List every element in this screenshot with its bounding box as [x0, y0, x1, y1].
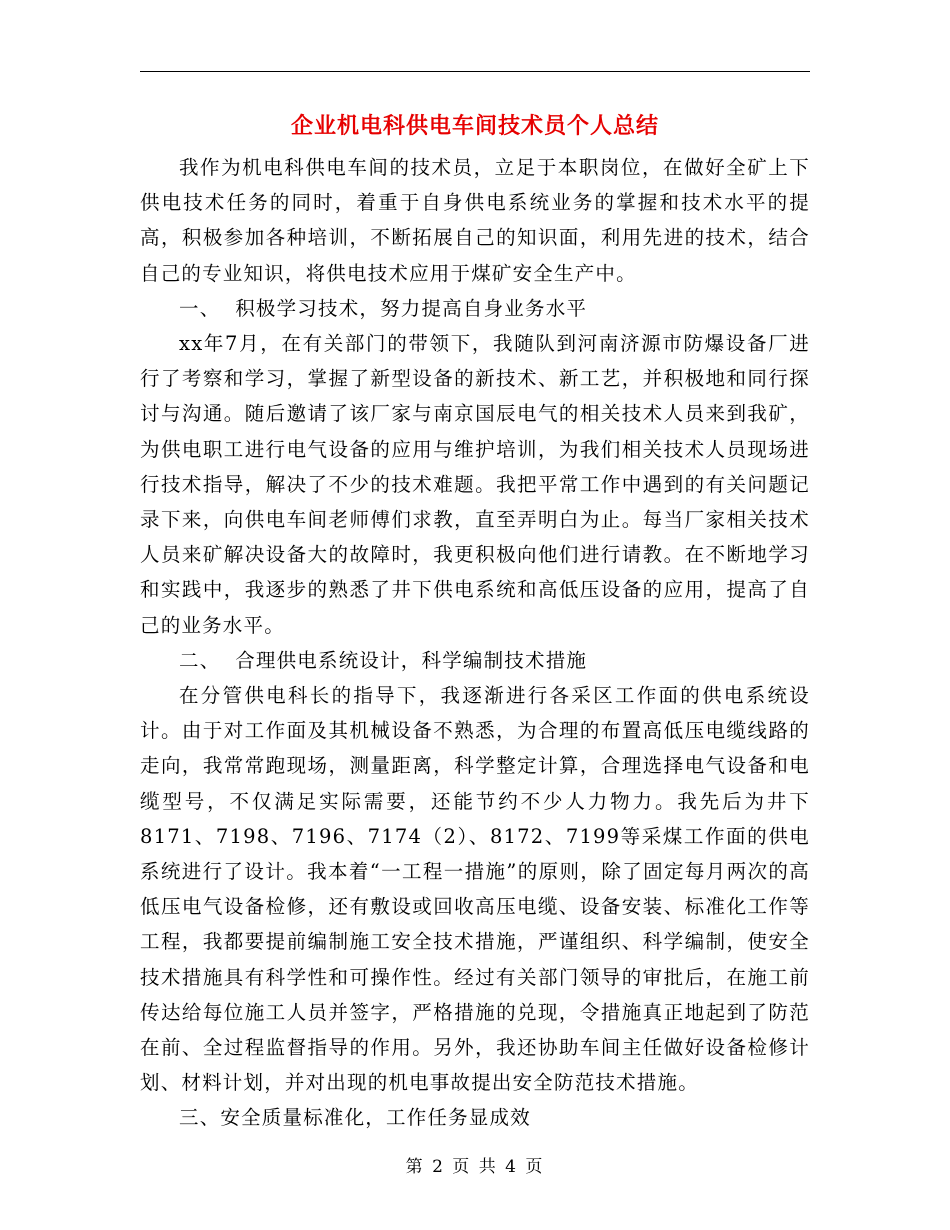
body-paragraph: xx年7月，在有关部门的带领下，我随队到河南济源市防爆设备厂进行了考察和学习，掌握了新型设备的新技术、新工艺，并积极地和同行探讨与沟通。随后邀请了该厂家与南京国辰电气的相关技术人员来到我矿，为供电职工进行电气设备的应用与维护培训，为我们相关技术人员现场进行技术指导，解决了不少的技术难题。我把平常工作中遇到的有关问题记录下来，向供电车间老师傅们求教，直至弄明白为止。每当厂家相关技术人员来矿解决设备大的故障时，我更积极向他们进行请教。在不断地学习和实践中，我逐步的熟悉了井下供电系统和高低压设备的应用，提高了自己的业务水平。	[140, 332, 810, 637]
document-body	[140, 150, 810, 1136]
section-heading: 三、安全质量标准化，工作任务显成效	[179, 1106, 531, 1130]
section-heading: 一、 积极学习技术，努力提高自身业务水平	[179, 296, 588, 320]
document-title: 企业机电科供电车间技术员个人总结	[290, 114, 659, 139]
section-heading: 二、 合理供电系统设计，科学编制技术措施	[179, 648, 588, 672]
body-paragraph: 在分管供电科长的指导下，我逐渐进行各采区工作面的供电系统设计。由于对工作面及其机械设备不熟悉，为合理的布置高低压电缆线路的走向，我常常跑现场，测量距离，科学整定计算，合理选择电气设备和电缆型号，不仅满足实际需要，还能节约不少人力物力。我先后为井下8171、7198、7196、7174（2）、8172、7199等采煤工作面的供电系统进行了设计。我本着“一工程一措施”的原则，除了固定每月两次的高低压电气设备检修，还有敷设或回收高压电缆、设备安装、标准化工作等工程，我都要提前编制施工安全技术措施，严谨组织、科学编制，使安全技术措施具有科学性和可操作性。经过有关部门领导的审批后，在施工前传达给每位施工人员并签字，严格措施的兑现，令措施真正地起到了防范在前、全过程监督指导的作用。另外，我还协助车间主任做好设备检修计划、材料计划，并对出现的机电事故提出安全防范技术措施。	[140, 684, 810, 1095]
header-rule	[140, 71, 810, 72]
page-number-footer: 第 2 页 共 4 页	[405, 1157, 545, 1177]
document-page	[140, 108, 810, 1136]
body-paragraph: 我作为机电科供电车间的技术员，立足于本职岗位，在做好全矿上下供电技术任务的同时，着重于自身供电系统业务的掌握和技术水平的提高，积极参加各种培训，不断拓展自己的知识面，利用先进的技术，结合自己的专业知识，将供电技术应用于煤矿安全生产中。	[140, 156, 810, 285]
